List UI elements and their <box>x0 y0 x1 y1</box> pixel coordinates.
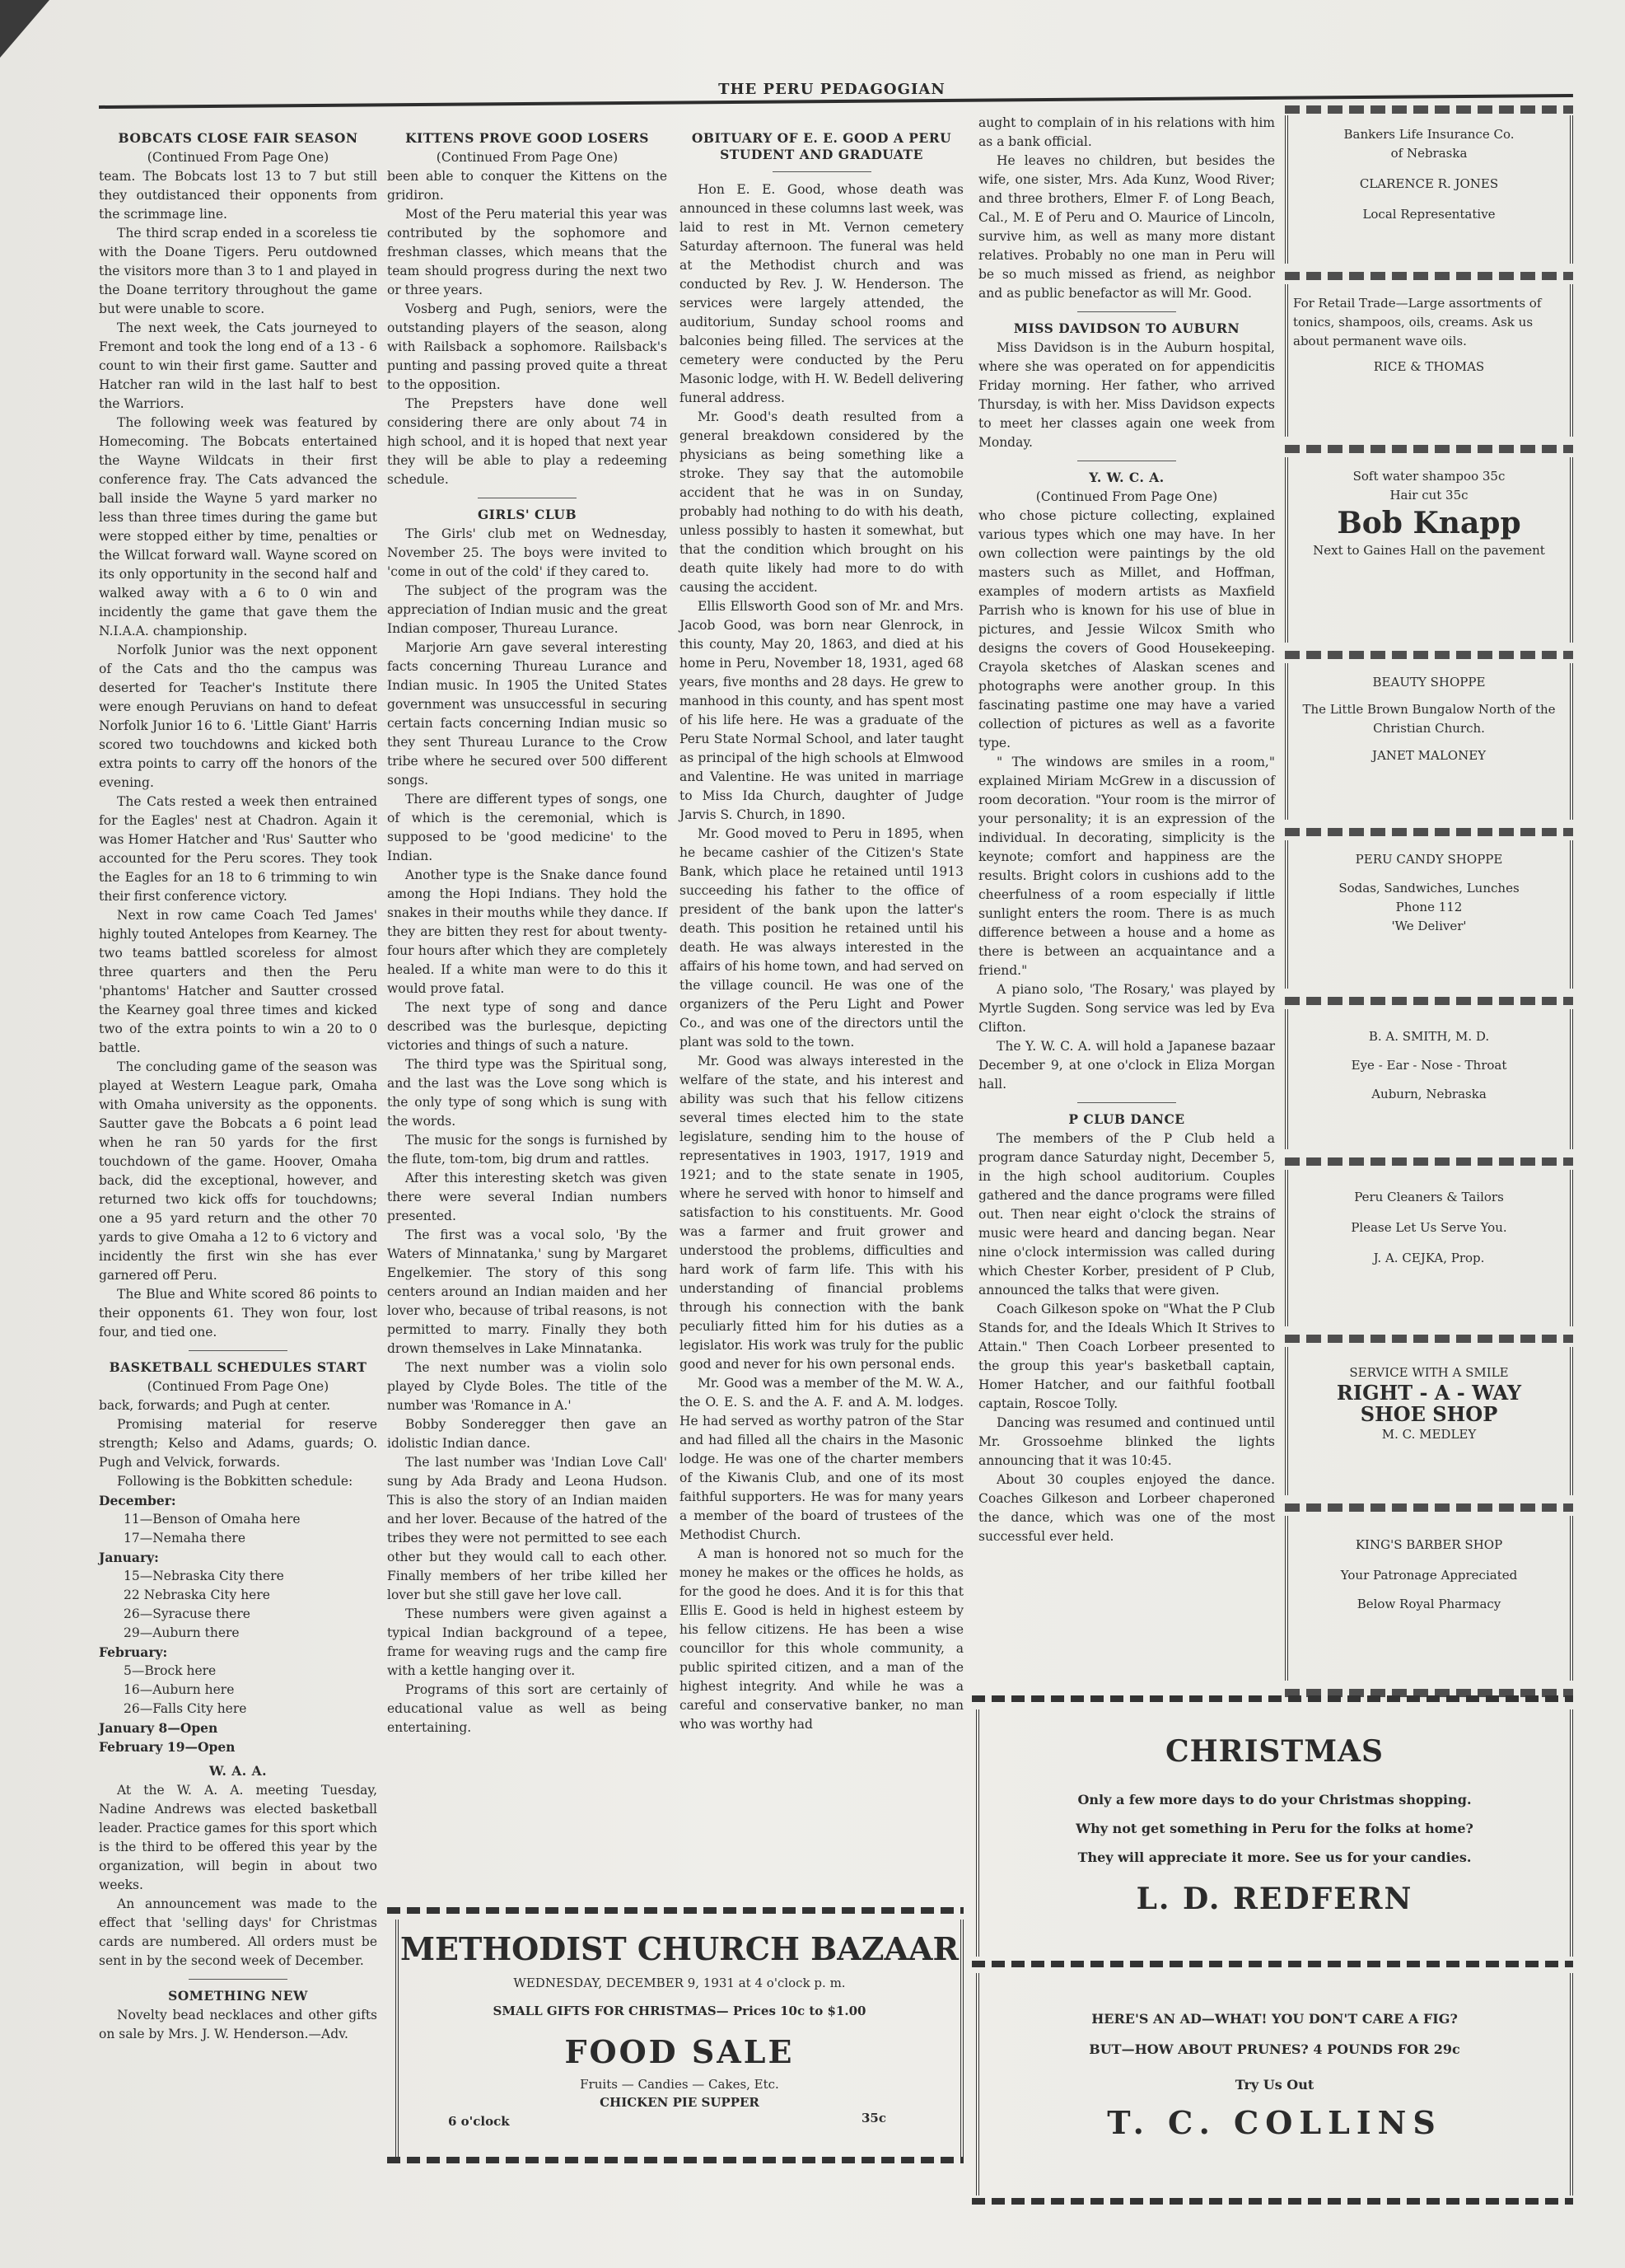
paragraph: been able to conquer the Kittens on the gridiron. <box>387 169 667 203</box>
continued-note: (Continued From Page One) <box>436 150 619 165</box>
paragraph: The music for the songs is furnished by the flute, tom-tom, big drum and rattles. <box>387 1133 667 1167</box>
ad-collins-prunes <box>976 1973 1573 2196</box>
collins-name: T. C. COLLINS <box>1107 2104 1442 2141</box>
paragraph: The last number was 'Indian Love Call' sung by Ada Brady and Leona Hudson. This is also the story of an Indian maiden and her lover. Because of the hatred of the tribes they were not permitted to see each other but they would call to each other. Finally members of her tribe killed her lover but she still gave her love call. <box>387 1455 667 1602</box>
schedule-item: January: <box>99 1550 159 1565</box>
bazaar-price: 35c <box>861 2111 886 2125</box>
paragraph: Novelty bead necklaces and other gifts on sale by Mrs. J. W. Henderson.—Adv. <box>99 2008 377 2041</box>
paragraph: These numbers were given against a typical Indian background of a tepee, frame for weaving rugs and the camp fire with a kettle hanging over it. <box>387 1606 667 1678</box>
ad-border <box>972 2198 1573 2205</box>
ad-line: Below Royal Pharmacy <box>1357 1597 1501 1611</box>
paragraph: The third type was the Spiritual song, and the last was the Love song which is the only type of song which is sung with the words. <box>387 1057 667 1129</box>
column-3 <box>679 124 964 1734</box>
christmas-title: CHRISTMAS <box>1165 1734 1384 1769</box>
ad-line: Your Patronage Appreciated <box>1340 1568 1518 1583</box>
ad-line: KING'S BARBER SHOP <box>1355 1537 1503 1552</box>
schedule-item: 22 Nebraska City here <box>124 1588 270 1602</box>
paragraph: Coach Gilkeson spoke on "What the P Club Stands for, and the Ideals Which It Strives to Attain." Then Coach Lorbeer presented to the group this year's basketball captain, Homer Hatcher, and our faithful football captain, Roscoe Tolly. <box>978 1302 1275 1411</box>
paragraph: " The windows are smiles in a room," explained Miriam McGrew in a discussion of room decoration. "Your room is the mirror of your personality; it is an expression of the individual. In decorating, simplicity is the keynote; comfort and happiness are the results. Bright colors in cushions add to the cheerfulness of a room especially if little sunlight enters the room. There is as much difference between a house and a home as there is between an acquaintance and a friend." <box>978 755 1275 978</box>
column-2 <box>387 124 667 1737</box>
page-corner-fold <box>0 0 49 58</box>
schedule-item: 26—Falls City here <box>124 1701 247 1716</box>
ad-border <box>1285 1503 1573 1512</box>
ad-line: Next to Gaines Hall on the pavement <box>1313 543 1545 558</box>
bazaar-items: Fruits — Candies — Cakes, Etc. <box>580 2077 779 2092</box>
ad-border <box>1285 997 1573 1005</box>
headline-ywca: Y. W. C. A. <box>1089 470 1165 485</box>
christmas-line: Why not get something in Peru for the folks at home? <box>1076 1821 1473 1836</box>
ad-border <box>1285 828 1573 836</box>
paragraph: Norfolk Junior was the next opponent of the Cats and tho the campus was deserted for Teacher's Institute there were enough Peruvians on hand to defeat Norfolk Junior 16 to 6. 'Little Giant' Harris scored two touchdowns and kicked both extra points to carry off the honors of the evening. <box>99 643 377 790</box>
ad-peru-candy-shoppe <box>1285 840 1573 989</box>
paragraph: Next in row came Coach Ted James' highly touted Antelopes from Kearney. The two teams battled scoreless for almost three quarters and then the Peru 'phantoms' Hatcher and Sautter crossed the Kearney goal three times and kicked two of the extra points to win a 20 to 0 battle. <box>99 908 377 1055</box>
paragraph: The first was a vocal solo, 'By the Waters of Minnatanka,' sung by Margaret Engelkemier. The story of this song centers around an Indian maiden and her lover who, because of tribal reasons, is not permitted to marry. Finally they both drown themselves in Lake Minnatanka. <box>387 1228 667 1356</box>
masthead: THE PERU PEDAGOGIAN <box>718 81 946 98</box>
ad-peru-cleaners <box>1285 1170 1573 1326</box>
column-1 <box>99 124 377 2044</box>
continued-note: (Continued From Page One) <box>147 150 329 165</box>
paragraph: Programs of this sort are certainly of educational value as well as being entertaining. <box>387 1682 667 1735</box>
ad-border <box>1285 445 1573 453</box>
divider <box>773 171 871 172</box>
ad-line: For Retail Trade—Large assortments of tonics, shampoos, oils, creams. Ask us about permanent wave oils. <box>1293 296 1542 348</box>
redfern-name: L. D. REDFERN <box>1136 1882 1413 1916</box>
prunes-line: Try Us Out <box>1235 2077 1314 2093</box>
paragraph: Vosberg and Pugh, seniors, were the outstanding players of the season, along with Railsback a sophomore. Railsback's punting and passing proved quite a threat to the opposition. <box>387 302 667 392</box>
paragraph: Promising material for reserve strength; Kelso and Adams, guards; O. Pugh and Velvick, forwards. <box>99 1417 377 1470</box>
ad-border <box>972 1695 1573 1702</box>
ad-line: CLARENCE R. JONES <box>1359 176 1499 191</box>
ad-border <box>1285 1157 1573 1166</box>
ad-line: M. C. MEDLEY <box>1381 1427 1477 1442</box>
ad-name: Bob Knapp <box>1337 506 1521 540</box>
schedule-item: 15—Nebraska City there <box>124 1569 284 1583</box>
schedule-item: January 8—Open <box>99 1720 218 1736</box>
ad-line: SERVICE WITH A SMILE <box>1349 1365 1509 1380</box>
divider <box>1077 1102 1176 1103</box>
divider <box>189 1350 287 1351</box>
paragraph: The Blue and White scored 86 points to their opponents 61. They won four, lost four, and tied one. <box>99 1287 377 1340</box>
schedule-item: 5—Brock here <box>124 1663 217 1678</box>
ad-line: Eye - Ear - Nose - Throat <box>1351 1058 1507 1073</box>
ad-line: BEAUTY SHOPPE <box>1372 675 1486 690</box>
headline-basketball: BASKETBALL SCHEDULES START <box>109 1359 367 1375</box>
bazaar-time: 6 o'clock <box>448 2114 510 2129</box>
headline-kittens: KITTENS PROVE GOOD LOSERS <box>405 130 649 146</box>
ad-line: Hair cut 35c <box>1389 488 1469 503</box>
bazaar-gifts: SMALL GIFTS FOR CHRISTMAS— Prices 10c to $1.00 <box>493 2004 866 2018</box>
paragraph: After this interesting sketch was given there were several Indian numbers presented. <box>387 1171 667 1223</box>
paragraph: A man is honored not so much for the money he makes or the offices he holds, as for the good he does. And it is for this that Ellis E. Good is held in highest esteem by his fellow citizens. He has been a wise councillor for this whole community, a public spirited citizen, and a man of the highest integrity. And while he was a careful and conservative banker, no man who was worthy had <box>679 1546 964 1732</box>
ad-kings-barber <box>1285 1516 1573 1681</box>
paragraph: Dancing was resumed and continued until Mr. Grossoehme blinked the lights announcing that it was 10:45. <box>978 1415 1275 1468</box>
ad-line: RICE & THOMAS <box>1373 359 1485 374</box>
christmas-line: Only a few more days to do your Christmas shopping. <box>1077 1792 1472 1807</box>
paragraph: The next week, the Cats journeyed to Fremont and took the long end of a 13 - 6 count to win their first game. Sautter and Hatcher ran wild in the last half to best the Warriors. <box>99 320 377 411</box>
headline-obituary: OBITUARY OF E. E. GOOD A PERU STUDENT AND GRADUATE <box>691 130 952 162</box>
divider <box>189 1979 287 1980</box>
ad-line: J. A. CEJKA, Prop. <box>1373 1251 1485 1265</box>
ad-border <box>1285 1335 1573 1343</box>
schedule-item: February 19—Open <box>99 1739 236 1755</box>
column-4 <box>978 114 1275 1546</box>
paragraph: The next number was a violin solo played by Clyde Boles. The title of the number was 'Romance in A.' <box>387 1360 667 1413</box>
ad-line: B. A. SMITH, M. D. <box>1368 1029 1490 1044</box>
ad-line: Soft water shampoo 35c <box>1352 469 1506 484</box>
ad-rice-thomas <box>1285 284 1573 437</box>
ad-shoe-shop <box>1285 1347 1573 1495</box>
paragraph: Mr. Good was a member of the M. W. A., the O. E. S. and the A. F. and A. M. lodges. He had served as worthy patron of the Star and had filled all the chairs in the Masonic lodge. He was one of the charter members of the Kiwanis Club, and one of its most faithful supporters. He was for many years a member of the board of trustees of the Methodist Church. <box>679 1376 964 1542</box>
ad-border <box>972 1961 1573 1967</box>
headline-waa: W. A. A. <box>208 1763 268 1779</box>
headline-p-club-dance: P CLUB DANCE <box>1068 1111 1185 1127</box>
paragraph: back, forwards; and Pugh at center. <box>99 1398 331 1413</box>
ad-line: Auburn, Nebraska <box>1371 1087 1487 1101</box>
paragraph: Another type is the Snake dance found among the Hopi Indians. They hold the snakes in their mouths while they dance. If they are bitten they rest for about twenty-four hours after which they are completely healed. If a white man were to do this it would prove fatal. <box>387 867 667 996</box>
ad-border <box>1285 272 1573 280</box>
paragraph: The next type of song and dance described was the burlesque, depicting victories and things of such a nature. <box>387 1000 667 1053</box>
paragraph: The third scrap ended in a scoreless tie with the Doane Tigers. Peru outdowned the visitors more than 3 to 1 and played in the Doane territory throughout the game but were unable to score. <box>99 226 377 316</box>
ad-dr-smith <box>1285 1009 1573 1149</box>
paragraph: The concluding game of the season was played at Western League park, Omaha with Omaha university as the opponents. Sautter gave the Bobcats a 6 point lead when he ran 50 yards for the first touchdown of the game. Hoover, Omaha back, did the exceptional, however, and returned two kick offs for touchdowns; one a 95 yard return and the other 70 yards to give Omaha a 12 to 6 victory and incidently the first win she has ever garnered off Peru. <box>99 1059 377 1283</box>
ad-border <box>387 2157 964 2163</box>
paragraph: Mr. Good's death resulted from a general breakdown considered by the physicians as being something like a stroke. They say that the automobile accident that he was in on Sunday, probably had nothing to do with his death, unless possibly to hasten it somewhat, but that the condition which brought on his death quite likely had more to do with causing the accident. <box>679 409 964 595</box>
ad-bankers-life <box>1285 115 1573 264</box>
paragraph: There are different types of songs, one of which is the ceremonial, which is supposed to be 'good medicine' to the Indian. <box>387 792 667 863</box>
bazaar-date: WEDNESDAY, DECEMBER 9, 1931 at 4 o'clock p. m. <box>513 1976 846 1990</box>
ad-beauty-shoppe <box>1285 663 1573 820</box>
ad-line: JANET MALONEY <box>1371 748 1487 763</box>
schedule-item: 26—Syracuse there <box>124 1606 250 1621</box>
paragraph: A piano solo, 'The Rosary,' was played by Myrtle Sugden. Song service was led by Eva Clifton. <box>978 982 1275 1035</box>
headline-bobcats: BOBCATS CLOSE FAIR SEASON <box>118 130 358 146</box>
ad-line: Please Let Us Serve You. <box>1351 1220 1507 1235</box>
ad-methodist-bazaar <box>395 1920 964 2158</box>
paragraph: team. The Bobcats lost 13 to 7 but still they outdistanced their opponents from the scrimmage line. <box>99 169 377 222</box>
ad-border <box>1285 105 1573 114</box>
paragraph: aught to complain of in his relations with him as a bank official. <box>978 115 1275 149</box>
paragraph: who chose picture collecting, explained various types which one may have. In her own collection were paintings by the old masters such as Millet, and Hoffman, examples of modern artists as Maxfield Parrish who is known for his use of blue in pictures, and Jessie Wilcox Smith who designs the covers of Good Housekeeping. Crayola sketches of Alaskan scenes and photographs were another group. In this fascinating pastime one may have a varied collection of pictures as well as a favorite type. <box>978 508 1275 751</box>
ad-border <box>387 1907 964 1914</box>
bazaar-supper: CHICKEN PIE SUPPER <box>600 2095 759 2110</box>
christmas-line: They will appreciate it more. See us for your candies. <box>1077 1849 1472 1865</box>
schedule-item: 16—Auburn here <box>124 1682 235 1697</box>
ad-line: Sodas, Sandwiches, Lunches <box>1338 881 1520 896</box>
ad-line: SHOE SHOP <box>1360 1402 1498 1426</box>
bazaar-title: METHODIST CHURCH BAZAAR <box>399 1930 960 1967</box>
ad-redfern-christmas <box>976 1709 1573 1957</box>
ad-line: RIGHT - A - WAY <box>1336 1381 1522 1405</box>
paragraph: Mr. Good moved to Peru in 1895, when he became cashier of the Citizen's State Bank, which place he retained until 1913 succeeding his father to the office of president of the bank upon the latter's death. This position he retained until his death. He was always interested in the affairs of his home town, and had served on the village council. He was one of the organizers of the Peru Light and Power Co., and was one of the directors until the plant was sold to the town. <box>679 826 964 1050</box>
paragraph: Mr. Good was always interested in the welfare of the state, and his interest and ability was such that his fellow citizens several times elected him to the state legislature, sending him to the house of representatives in 1903, 1917, 1919 and 1921; and to the state senate in 1905, where he served with honor to himself and satisfaction to his constituents. Mr. Good was a farmer and fruit grower and understood the problems, difficulties and hard work of farm life. This with his understanding of financial problems through his connection with the bank peculiarly fitted him for his duties as a legislator. His work was truly for the public good and never for his own personal ends. <box>679 1054 964 1372</box>
schedule-item: December: <box>99 1493 176 1508</box>
ad-line: PERU CANDY SHOPPE <box>1355 852 1503 867</box>
paragraph: The members of the P Club held a program dance Saturday night, December 5, in the high school auditorium. Couples gathered and the dance programs were filled out. Then near eight o'clock the strains of music were heard and dancing began. Near nine o'clock intermission was called during which Chester Korber, president of P Club, announced the talks that were given. <box>978 1131 1275 1298</box>
prunes-line: HERE'S AN AD—WHAT! YOU DON'T CARE A FIG? <box>1091 2011 1458 2027</box>
paragraph: Miss Davidson is in the Auburn hospital, where she was operated on for appendicitis Friday morning. Her father, who arrived Thursday, is with her. Miss Davidson expects to meet her classes again one week from Monday. <box>978 340 1275 450</box>
paragraph: An announcement was made to the effect that 'selling days' for Christmas cards are numbered. All orders must be sent in by the second week of December. <box>99 1896 377 1968</box>
divider <box>1077 311 1176 312</box>
ad-line: Phone 112 <box>1395 900 1463 914</box>
ad-line: of Nebraska <box>1390 146 1468 161</box>
continued-note: (Continued From Page One) <box>147 1379 329 1394</box>
schedule-item: 11—Benson of Omaha here <box>124 1512 301 1527</box>
headline-something-new: SOMETHING NEW <box>168 1988 308 2004</box>
schedule-item: 29—Auburn there <box>124 1625 240 1640</box>
schedule-item: 17—Nemaha there <box>124 1531 246 1546</box>
paragraph: The Y. W. C. A. will hold a Japanese bazaar December 9, at one o'clock in Eliza Morgan hall. <box>978 1039 1275 1092</box>
ad-line: Bankers Life Insurance Co. <box>1343 127 1515 142</box>
paragraph: Bobby Sonderegger then gave an idolistic Indian dance. <box>387 1417 667 1451</box>
bobkitten-schedule <box>99 1491 377 1756</box>
paragraph: The Prepsters have done well considering there are only about 74 in high school, and it is hoped that next year they will be able to play a redeeming schedule. <box>387 396 667 487</box>
paragraph: The Girls' club met on Wednesday, November 25. The boys were invited to 'come in out of the cold' if they cared to. <box>387 526 667 579</box>
ad-bob-knapp <box>1285 457 1573 643</box>
ad-line: The Little Brown Bungalow North of the Christian Church. <box>1302 702 1556 736</box>
bazaar-food-sale: FOOD SALE <box>564 2033 795 2070</box>
paragraph: The Cats rested a week then entrained for the Eagles' nest at Chadron. Again it was Homer Hatcher and 'Rus' Sautter who accounted for the Peru scores. They took the Eagles for an 18 to 6 trimming to win their first conference victory. <box>99 794 377 904</box>
paragraph: Following is the Bobkitten schedule: <box>117 1474 353 1489</box>
ad-line: Local Representative <box>1362 207 1496 222</box>
headline-miss-davidson: MISS DAVIDSON TO AUBURN <box>1013 320 1240 336</box>
schedule-item: February: <box>99 1644 168 1660</box>
ad-line: Peru Cleaners & Tailors <box>1354 1190 1504 1204</box>
paragraph: Ellis Ellsworth Good son of Mr. and Mrs. Jacob Good, was born near Glenrock, in this county, May 20, 1863, and died at his home in Peru, November 18, 1931, aged 68 years, five months and 28 days. He grew to manhood in this county, and has spent most of his life here. He was a graduate of the Peru State Normal School, and later taught as principal of the high schools at Elmwood and Valentine. He was united in marriage to Miss Ida Church, daughter of Judge Jarvis S. Church, in 1890. <box>679 599 964 822</box>
paragraph: Marjorie Arn gave several interesting facts concerning Thureau Lurance and Indian music. In 1905 the United States government was unsuccessful in securing certain facts concerning Indian music so they sent Thureau Lurance to the Crow tribe where he secured over 500 different songs. <box>387 640 667 788</box>
paragraph: He leaves no children, but besides the wife, one sister, Mrs. Ada Kunz, Wood River; and three brothers, Elmer F. of Long Beach, Cal., M. E of Peru and O. Maurice of Lincoln, survive him, as well as many more distant relatives. Probably no one man in Peru will be so much missed as friend, as neighbor and as public benefactor as will Mr. Good. <box>978 153 1275 301</box>
headline-girls-club: GIRLS' CLUB <box>477 507 577 522</box>
ad-line: 'We Deliver' <box>1391 919 1467 933</box>
paragraph: Most of the Peru material this year was contributed by the sophomore and freshman classes, which means that the team should progress during the next two or three years. <box>387 207 667 297</box>
paragraph: Hon E. E. Good, whose death was announced in these columns last week, was laid to rest in Mt. Vernon cemetery Saturday afternoon. The funeral was held at the Methodist church and was conducted by Rev. J. W. Henderson. The services were largely attended, the auditorium, Sunday school rooms and balconies being filled. The services at the cemetery were conducted by the Peru Masonic lodge, with H. W. Bedell delivering funeral address. <box>679 182 964 405</box>
paragraph: The following week was featured by Homecoming. The Bobcats entertained the Wayne Wildcats in their first conference fray. The Cats advanced the ball inside the Wayne 5 yard marker no less than three times during the game but were stopped either by time, penalties or the Willcat forward wall. Wayne scored on its only opportunity in the second half and walked away with a 6 to 0 win and incidently the game that gave them the N.I.A.A. championship. <box>99 415 377 638</box>
continued-note: (Continued From Page One) <box>1035 489 1218 504</box>
ad-border <box>1285 651 1573 659</box>
paragraph: About 30 couples enjoyed the dance. Coaches Gilkeson and Lorbeer chaperoned the dance, which was one of the most successful ever held. <box>978 1472 1275 1544</box>
paragraph: At the W. A. A. meeting Tuesday, Nadine Andrews was elected basketball leader. Practice games for this sport which is the third to be offered this year by the organization, will begin in about two weeks. <box>99 1783 377 1892</box>
paragraph: The subject of the program was the appreciation of Indian music and the great Indian composer, Thureau Lurance. <box>387 583 667 636</box>
prunes-line: BUT—HOW ABOUT PRUNES? 4 POUNDS FOR 29c <box>1089 2041 1460 2057</box>
